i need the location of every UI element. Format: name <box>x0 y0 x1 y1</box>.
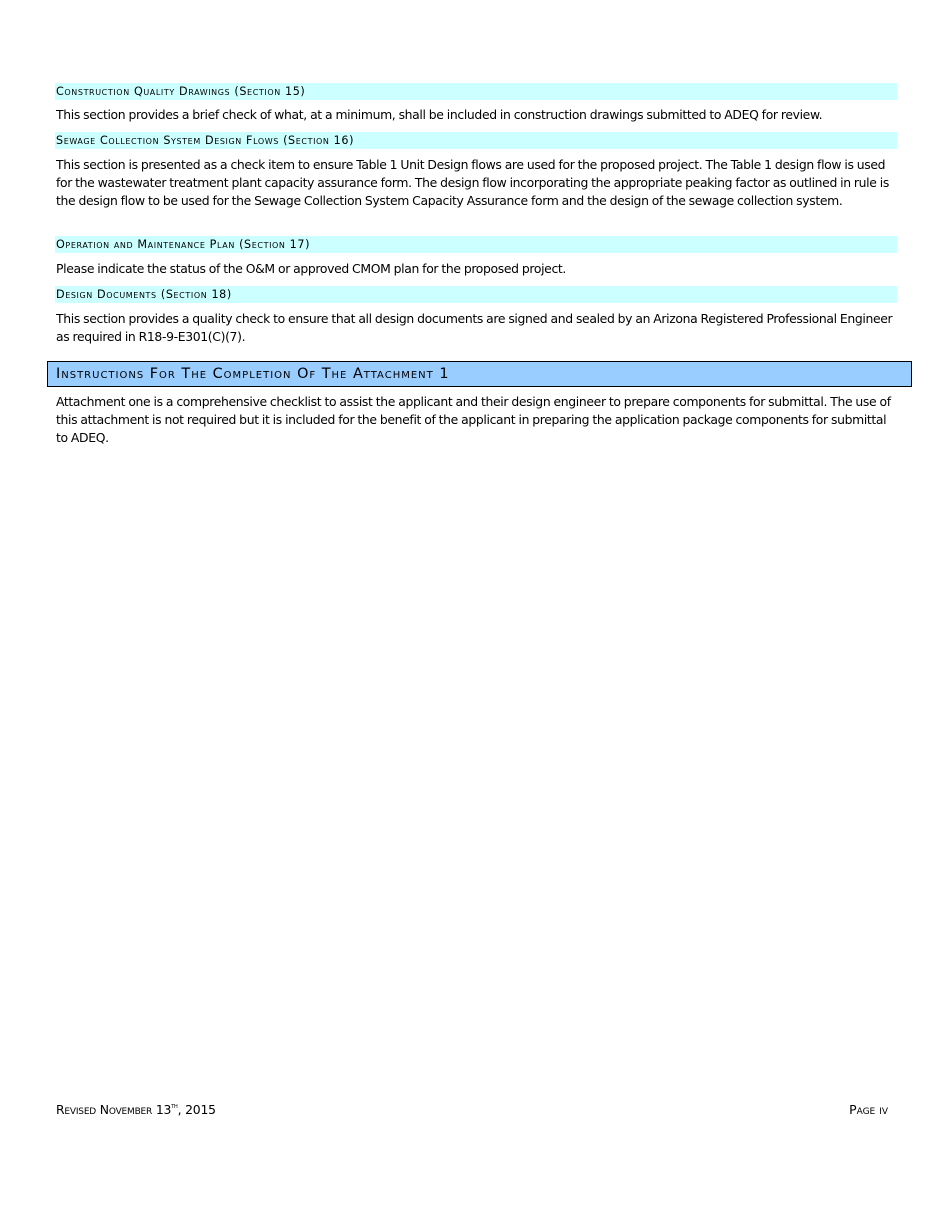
footer-revised-prefix: Revised November 13 <box>56 1102 172 1117</box>
attachment-1-body: Attachment one is a comprehensive checklist to assist the applicant and their design engineer to prepare components for submittal. The use of this attachment is not required but it is included for the benefit of the applicant in preparing the application package components for submittal to ADEQ. <box>56 394 891 445</box>
footer-page-number: Page iv <box>849 1102 888 1117</box>
section-18-body: This section provides a quality check to ensure that all design documents are signed and sealed by an Arizona Registered Professional Engineer as required in R18-9-E301(C)(7). <box>56 311 893 344</box>
footer-revised-ordinal: th <box>171 1102 178 1110</box>
footer-revised-year: , 2015 <box>177 1102 216 1117</box>
section-15-body: This section provides a brief check of what, at a minimum, shall be included in construction drawings submitted to ADEQ for review. <box>56 107 823 122</box>
section-15-heading: Construction Quality Drawings (Section 15) <box>55 83 897 100</box>
attachment-1-heading: Instructions For The Completion Of The Attachment 1 <box>47 361 912 387</box>
section-17-heading: Operation and Maintenance Plan (Section 17) <box>55 236 897 253</box>
section-17-body: Please indicate the status of the O&M or approved CMOM plan for the proposed project. <box>56 261 567 276</box>
section-18-heading: Design Documents (Section 18) <box>55 286 897 303</box>
section-16-body: This section is presented as a check item to ensure Table 1 Unit Design flows are used for the proposed project. The Table 1 design flow is used for the wastewater treatment plant capacity assurance form. The design flow incorporating the appropriate peaking factor as outlined in rule is the design flow to be used for the Sewage Collection System Capacity Assurance form and the design of the sewage collection system. <box>56 157 889 208</box>
section-16-heading: Sewage Collection System Design Flows (Section 16) <box>55 132 897 149</box>
footer-revised-date <box>56 1101 216 1119</box>
